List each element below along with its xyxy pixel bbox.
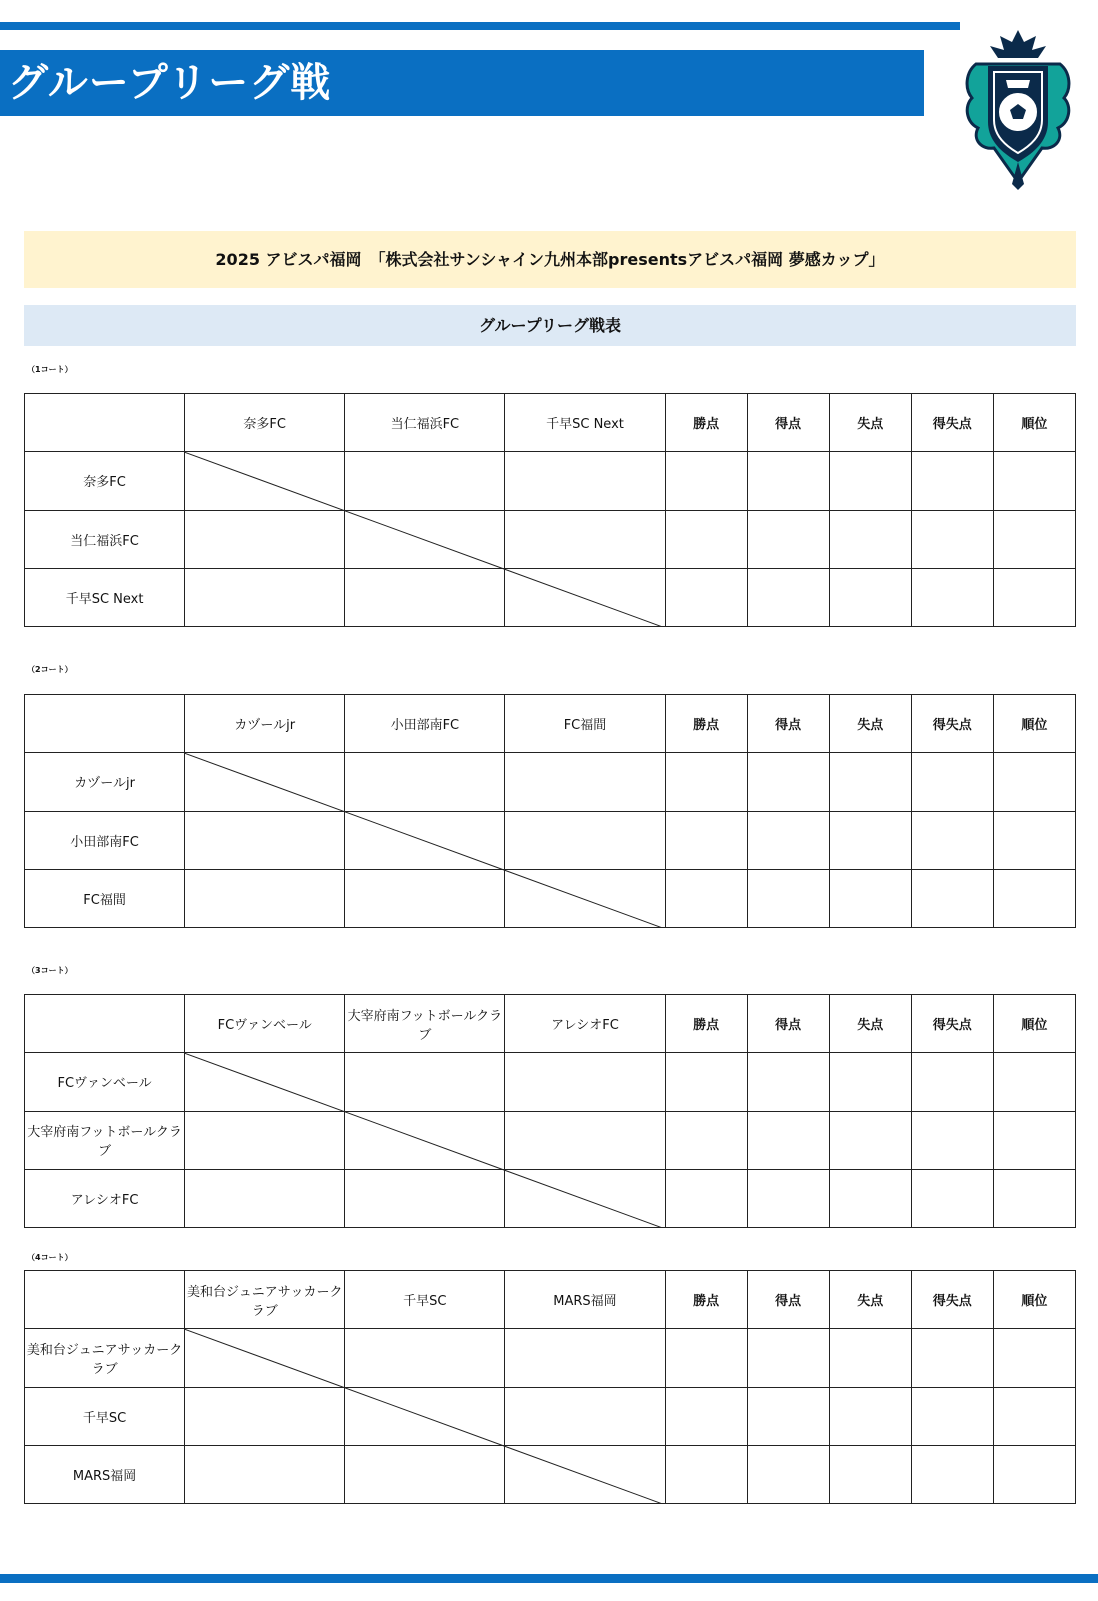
stat-cell xyxy=(993,1111,1075,1169)
match-result-cell xyxy=(185,568,345,626)
table-row xyxy=(25,568,1076,626)
row-team-name: FC福間 xyxy=(25,869,185,927)
match-result-cell xyxy=(345,452,505,510)
stat-cell xyxy=(665,1445,747,1503)
match-result-cell xyxy=(505,753,665,811)
stat-cell xyxy=(829,1329,911,1387)
stat-cell xyxy=(829,1445,911,1503)
match-result-cell xyxy=(345,568,505,626)
stat-header: 得点 xyxy=(747,695,829,753)
match-result-cell xyxy=(185,510,345,568)
stat-header: 勝点 xyxy=(665,1271,747,1329)
stat-header: 失点 xyxy=(829,695,911,753)
stat-header: 失点 xyxy=(829,394,911,452)
stat-cell xyxy=(993,452,1075,510)
table-row xyxy=(25,1053,1076,1111)
stat-header: 順位 xyxy=(993,1271,1075,1329)
court-label: （4コート） xyxy=(27,1253,73,1262)
stat-cell xyxy=(911,811,993,869)
stat-header: 得点 xyxy=(747,1271,829,1329)
match-result-cell xyxy=(185,869,345,927)
match-result-cell xyxy=(345,1329,505,1387)
bottom-accent-line xyxy=(0,1574,1098,1583)
stat-cell xyxy=(829,510,911,568)
stat-cell xyxy=(747,1445,829,1503)
stat-cell xyxy=(747,811,829,869)
stat-cell xyxy=(665,753,747,811)
match-result-cell xyxy=(185,1329,345,1387)
stat-cell xyxy=(993,869,1075,927)
corner-cell xyxy=(25,695,185,753)
table-row xyxy=(25,1445,1076,1503)
match-result-cell xyxy=(505,452,665,510)
table-row xyxy=(25,753,1076,811)
stat-cell xyxy=(911,510,993,568)
corner-cell xyxy=(25,394,185,452)
stat-cell xyxy=(665,1169,747,1227)
stat-cell xyxy=(993,1169,1075,1227)
stat-cell xyxy=(665,1053,747,1111)
match-result-cell xyxy=(505,1111,665,1169)
stat-header: 勝点 xyxy=(665,394,747,452)
stat-cell xyxy=(665,1111,747,1169)
stat-cell xyxy=(665,568,747,626)
table-header-row xyxy=(25,1271,1076,1329)
stat-cell xyxy=(665,1387,747,1445)
stat-cell xyxy=(993,1329,1075,1387)
match-result-cell xyxy=(505,1387,665,1445)
stat-cell xyxy=(911,1111,993,1169)
column-team-name: FCヴァンベール xyxy=(185,995,345,1053)
match-result-cell xyxy=(185,1169,345,1227)
column-team-name: カヅールjr xyxy=(185,695,345,753)
stat-cell xyxy=(665,1329,747,1387)
column-team-name: アレシオFC xyxy=(505,995,665,1053)
match-result-cell xyxy=(505,1445,665,1503)
column-team-name: 千早SC xyxy=(345,1271,505,1329)
stat-cell xyxy=(829,869,911,927)
stat-cell xyxy=(993,1445,1075,1503)
stat-header: 順位 xyxy=(993,394,1075,452)
corner-cell xyxy=(25,1271,185,1329)
stat-cell xyxy=(993,811,1075,869)
match-result-cell xyxy=(345,510,505,568)
stat-cell xyxy=(993,753,1075,811)
column-team-name: 奈多FC xyxy=(185,394,345,452)
stat-cell xyxy=(747,1111,829,1169)
stat-header: 順位 xyxy=(993,995,1075,1053)
match-result-cell xyxy=(185,753,345,811)
column-team-name: 小田部南FC xyxy=(345,695,505,753)
table-header-row xyxy=(25,995,1076,1053)
match-result-cell xyxy=(505,568,665,626)
column-team-name: 美和台ジュニアサッカークラブ xyxy=(185,1271,345,1329)
stat-header: 得失点 xyxy=(911,1271,993,1329)
stat-header: 失点 xyxy=(829,995,911,1053)
stat-cell xyxy=(829,1387,911,1445)
table-header-row xyxy=(25,394,1076,452)
stat-header: 得点 xyxy=(747,995,829,1053)
stat-cell xyxy=(829,568,911,626)
stat-cell xyxy=(911,1387,993,1445)
table-row xyxy=(25,1387,1076,1445)
match-result-cell xyxy=(345,753,505,811)
stat-cell xyxy=(829,753,911,811)
row-team-name: 奈多FC xyxy=(25,452,185,510)
stat-cell xyxy=(829,1053,911,1111)
stat-header: 得点 xyxy=(747,394,829,452)
league-table xyxy=(24,994,1076,1228)
match-result-cell xyxy=(345,1053,505,1111)
match-result-cell xyxy=(185,1053,345,1111)
stat-cell xyxy=(911,568,993,626)
stat-cell xyxy=(829,452,911,510)
stat-header: 勝点 xyxy=(665,995,747,1053)
stat-cell xyxy=(747,1169,829,1227)
match-result-cell xyxy=(345,1445,505,1503)
column-team-name: FC福間 xyxy=(505,695,665,753)
match-result-cell xyxy=(185,1445,345,1503)
stat-cell xyxy=(747,510,829,568)
match-result-cell xyxy=(505,811,665,869)
stat-cell xyxy=(747,452,829,510)
club-emblem-icon xyxy=(958,22,1078,192)
match-result-cell xyxy=(505,869,665,927)
match-result-cell xyxy=(345,1111,505,1169)
stat-cell xyxy=(993,1387,1075,1445)
stat-cell xyxy=(829,1169,911,1227)
column-team-name: 当仁福浜FC xyxy=(345,394,505,452)
row-team-name: FCヴァンベール xyxy=(25,1053,185,1111)
column-team-name: MARS福岡 xyxy=(505,1271,665,1329)
stat-header: 失点 xyxy=(829,1271,911,1329)
stat-cell xyxy=(911,1445,993,1503)
row-team-name: 小田部南FC xyxy=(25,811,185,869)
column-team-name: 千早SC Next xyxy=(505,394,665,452)
event-title-banner: 2025 アビスパ福岡 「株式会社サンシャイン九州本部presentsアビスパ福岡 夢感カップ」 xyxy=(24,231,1076,288)
league-table xyxy=(24,694,1076,928)
table-row xyxy=(25,510,1076,568)
stat-cell xyxy=(747,568,829,626)
stat-cell xyxy=(747,1053,829,1111)
match-result-cell xyxy=(345,869,505,927)
stat-cell xyxy=(829,1111,911,1169)
stat-cell xyxy=(993,510,1075,568)
court-label: （2コート） xyxy=(27,665,73,674)
match-result-cell xyxy=(505,1329,665,1387)
table-row xyxy=(25,1329,1076,1387)
stat-cell xyxy=(911,1053,993,1111)
row-team-name: カヅールjr xyxy=(25,753,185,811)
page-title: グループリーグ戦 xyxy=(0,50,924,116)
match-result-cell xyxy=(345,811,505,869)
row-team-name: 当仁福浜FC xyxy=(25,510,185,568)
match-result-cell xyxy=(345,1169,505,1227)
league-table xyxy=(24,1270,1076,1504)
stat-cell xyxy=(747,869,829,927)
stat-cell xyxy=(911,753,993,811)
table-row xyxy=(25,869,1076,927)
table-row xyxy=(25,452,1076,510)
match-result-cell xyxy=(185,811,345,869)
row-team-name: 千早SC xyxy=(25,1387,185,1445)
stat-cell xyxy=(993,1053,1075,1111)
stat-cell xyxy=(747,1387,829,1445)
row-team-name: 美和台ジュニアサッカークラブ xyxy=(25,1329,185,1387)
table-header-row xyxy=(25,695,1076,753)
corner-cell xyxy=(25,995,185,1053)
sheet-title-banner: グループリーグ戦表 xyxy=(24,305,1076,346)
stat-header: 順位 xyxy=(993,695,1075,753)
stat-cell xyxy=(665,452,747,510)
row-team-name: MARS福岡 xyxy=(25,1445,185,1503)
row-team-name: 千早SC Next xyxy=(25,568,185,626)
table-row xyxy=(25,1169,1076,1227)
stat-cell xyxy=(829,811,911,869)
column-team-name: 大宰府南フットボールクラブ xyxy=(345,995,505,1053)
stat-header: 勝点 xyxy=(665,695,747,753)
stat-header: 得失点 xyxy=(911,695,993,753)
match-result-cell xyxy=(185,1387,345,1445)
stat-header: 得失点 xyxy=(911,394,993,452)
stat-header: 得失点 xyxy=(911,995,993,1053)
stat-cell xyxy=(665,510,747,568)
stat-cell xyxy=(911,452,993,510)
stat-cell xyxy=(911,1169,993,1227)
court-label: （1コート） xyxy=(27,365,73,374)
match-result-cell xyxy=(505,1169,665,1227)
match-result-cell xyxy=(185,1111,345,1169)
court-label: （3コート） xyxy=(27,966,73,975)
row-team-name: アレシオFC xyxy=(25,1169,185,1227)
table-row xyxy=(25,1111,1076,1169)
stat-cell xyxy=(911,1329,993,1387)
top-accent-line xyxy=(0,22,960,30)
stat-cell xyxy=(665,811,747,869)
stat-cell xyxy=(747,753,829,811)
match-result-cell xyxy=(345,1387,505,1445)
match-result-cell xyxy=(505,510,665,568)
match-result-cell xyxy=(505,1053,665,1111)
league-table xyxy=(24,393,1076,627)
row-team-name: 大宰府南フットボールクラブ xyxy=(25,1111,185,1169)
stat-cell xyxy=(665,869,747,927)
stat-cell xyxy=(993,568,1075,626)
stat-cell xyxy=(747,1329,829,1387)
match-result-cell xyxy=(185,452,345,510)
stat-cell xyxy=(911,869,993,927)
table-row xyxy=(25,811,1076,869)
